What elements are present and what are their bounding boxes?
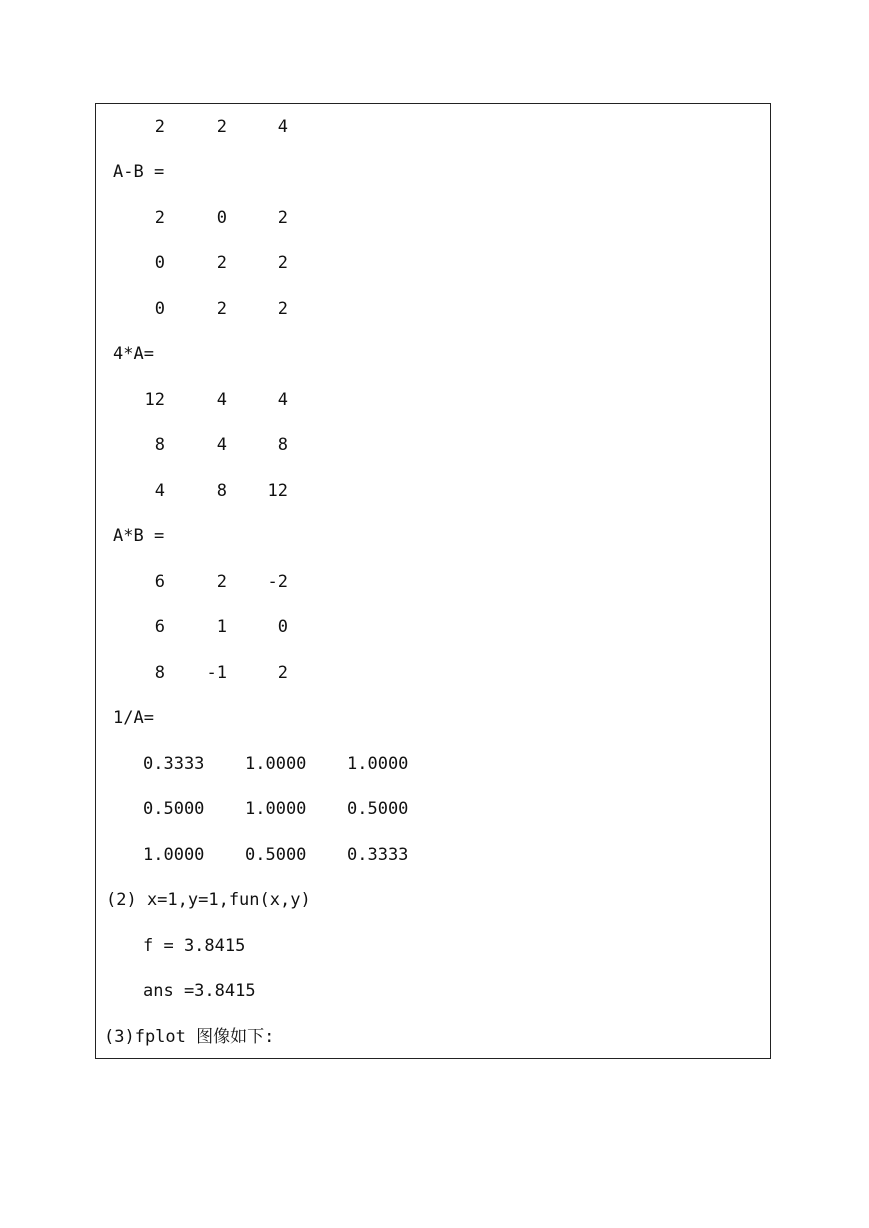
f-value-line: f = 3.8415	[143, 936, 246, 956]
ans-value-line: ans =3.8415	[143, 981, 256, 1001]
a-times-b-label: A*B =	[113, 526, 165, 546]
matrix-cell: 1.0000	[245, 799, 307, 819]
matrix-cell: 2	[277, 208, 288, 228]
matrix-cell: 1.0000	[347, 754, 409, 774]
matrix-cell: -1	[206, 663, 227, 683]
matrix-cell: 12	[144, 390, 165, 410]
matrix-cell: 8	[154, 435, 165, 455]
matrix-cell: 4	[216, 435, 227, 455]
matrix-cell: 0.5000	[143, 799, 205, 819]
matrix-cell: 1.0000	[143, 845, 205, 865]
matrix-cell: 8	[216, 481, 227, 501]
matrix-cell: 0	[216, 208, 227, 228]
matrix-cell: 0.3333	[347, 845, 409, 865]
matrix-cell: 8	[154, 663, 165, 683]
matrix-cell: 0	[154, 253, 165, 273]
matrix-cell: 2	[277, 663, 288, 683]
matrix-cell: 0	[154, 299, 165, 319]
part3-heading: (3)fplot 图像如下:	[104, 1027, 275, 1047]
matrix-cell: 2	[277, 299, 288, 319]
matrix-cell: 4	[277, 390, 288, 410]
matrix-cell: 2	[216, 572, 227, 592]
matrix-cell: 2	[154, 117, 165, 137]
matrix-cell: 4	[216, 390, 227, 410]
a-minus-b-label: A-B =	[113, 162, 165, 182]
matrix-cell: 2	[277, 253, 288, 273]
matrix-cell: 0.5000	[245, 845, 307, 865]
matrix-cell: 0.5000	[347, 799, 409, 819]
matrix-cell: 2	[216, 117, 227, 137]
matrix-cell: 1	[216, 617, 227, 637]
matrix-cell: 1.0000	[245, 754, 307, 774]
one-over-a-label: 1/A=	[113, 708, 154, 728]
matrix-cell: 4	[277, 117, 288, 137]
four-a-label: 4*A=	[113, 344, 154, 364]
matrix-cell: 0	[277, 617, 288, 637]
matrix-cell: 4	[154, 481, 165, 501]
matrix-cell: 2	[216, 299, 227, 319]
matrix-cell: 0.3333	[143, 754, 205, 774]
matrix-cell: 2	[216, 253, 227, 273]
matrix-cell: 2	[154, 208, 165, 228]
part2-heading: (2) x=1,y=1,fun(x,y)	[106, 890, 311, 910]
matrix-cell: 12	[267, 481, 288, 501]
matrix-cell: 8	[277, 435, 288, 455]
matrix-cell: 6	[154, 617, 165, 637]
matrix-cell: 6	[154, 572, 165, 592]
matrix-cell: -2	[267, 572, 288, 592]
